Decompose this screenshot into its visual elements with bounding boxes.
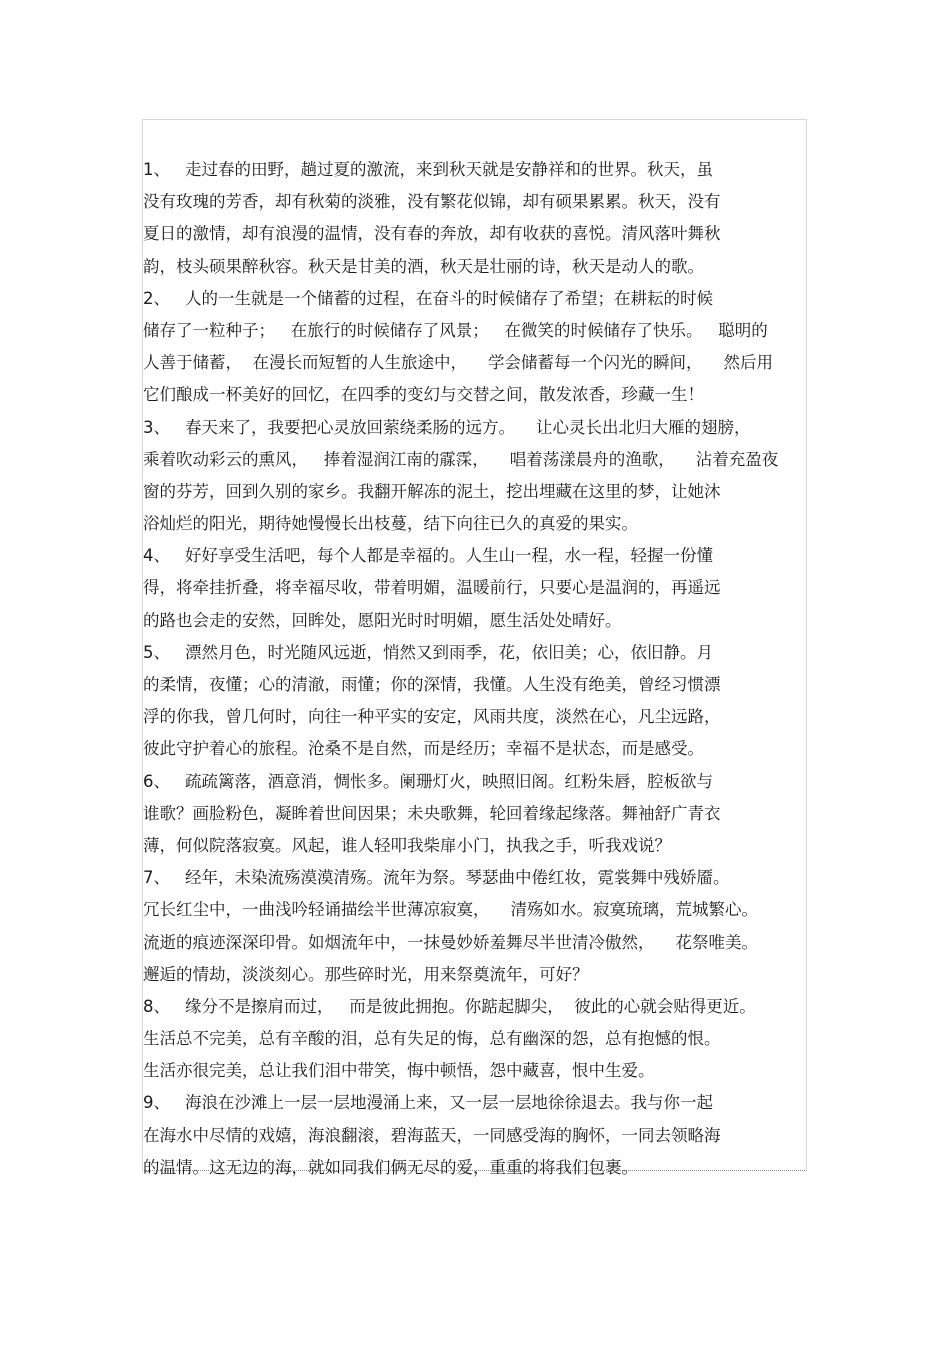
- paragraph-line: 没有玫瑰的芳香，却有秋菊的淡雅，没有繁花似锦，却有硕果累累。秋天，没有: [143, 192, 721, 212]
- paragraph-line: [143, 766, 807, 798]
- paragraph-number: 6、: [143, 771, 170, 791]
- paragraph-line: 乘着吹动彩云的熏风， 捧着湿润江南的霡霂， 唱着荡漾晨舟的渔歌， 沾着充盈夜: [143, 449, 779, 469]
- paragraph-number: 8、: [143, 996, 170, 1016]
- paragraph-number: 4、: [143, 546, 170, 566]
- paragraph-text: 海浪在沙滩上一层一层地漫涌上来，又一层一层地徐徐退去。我与你一起: [185, 1093, 713, 1113]
- paragraph-line: 韵，枝头硕果醉秋容。秋天是甘美的酒，秋天是壮丽的诗，秋天是动人的歌。: [143, 256, 704, 276]
- paragraph-line: 的温情。这无边的海，就如同我们俩无尽的爱，重重的将我们包裹。: [143, 1157, 638, 1177]
- paragraph-line: 夏日的激情，却有浪漫的温情，没有春的奔放，却有收获的喜悦。清风落叶舞秋: [143, 224, 721, 244]
- paragraph-line: 得，将牵挂折叠，将幸福尽收，带着明媚，温暖前行，只要心是温润的，再遥远: [143, 578, 721, 598]
- paragraph-line: 邂逅的情劫，淡淡刻心。那些碎时光，用来祭奠流年，可好？: [143, 964, 589, 984]
- paragraph-number: 1、: [143, 160, 170, 179]
- paragraph-line: 在海水中尽情的戏嬉，海浪翻滚，碧海蓝天，一同感受海的胸怀，一同去领略海: [143, 1125, 721, 1145]
- paragraph-line: 窗的芬芳，回到久别的家乡。我翻开解冻的泥土，挖出埋藏在这里的梦，让她沐: [143, 481, 721, 501]
- paragraph-line: [143, 862, 807, 894]
- paragraph-1: [143, 154, 807, 283]
- paragraph-line: 浴灿烂的阳光，期待她慢慢长出枝蔓，结下向往已久的真爱的果实。: [143, 514, 638, 534]
- paragraph-text: 疏疏篱落，酒意消，惆怅多。阑珊灯火，映照旧阁。红粉朱唇，腔板欲与: [185, 771, 713, 791]
- paragraph-text: 缘分不是擦肩而过， 而是彼此拥抱。你踮起脚尖， 彼此的心就会贴得更近。: [185, 996, 756, 1016]
- paragraph-line: 人善于储蓄， 在漫长而短暂的人生旅途中， 学会储蓄每一个闪光的瞬间， 然后用: [143, 353, 773, 373]
- paragraph-line: 的柔情，夜懂；心的清澈，雨懂；你的深情，我懂。人生没有绝美，曾经习惯漂: [143, 675, 721, 694]
- paragraph-text: 经年，未染流殇漠漠清殇。流年为祭。琴瑟曲中倦红妆，霓裳舞中残娇靥。: [185, 868, 730, 888]
- paragraph-number: 5、: [143, 642, 170, 662]
- paragraph-4: [143, 540, 807, 637]
- paragraph-text: 人的一生就是一个储蓄的过程，在奋斗的时候储存了希望；在耕耘的时候: [185, 288, 713, 308]
- paragraph-line: [143, 1087, 807, 1119]
- paragraph-text: 春天来了，我要把心灵放回萦绕柔肠的远方。 让心灵长出北归大雁的翅膀，: [185, 417, 751, 437]
- paragraph-line: [143, 540, 807, 572]
- paragraph-3: [143, 412, 807, 541]
- paragraph-9: [143, 1087, 807, 1184]
- paragraph-line: 储存了一粒种子； 在旅行的时候储存了风景； 在微笑的时候储存了快乐。 聪明的: [143, 320, 768, 340]
- paragraph-number: 7、: [143, 868, 170, 888]
- paragraph-line: [143, 412, 807, 444]
- paragraph-number: 9、: [143, 1093, 170, 1113]
- paragraph-line: 彼此守护着心的旅程。沧桑不是自然，而是经历；幸福不是状态，而是感受。: [143, 739, 704, 759]
- paragraph-number: 2、: [143, 288, 170, 308]
- paragraph-text: 好好享受生活吧，每个人都是幸福的。人生山一程，水一程，轻握一份懂: [185, 546, 713, 566]
- paragraph-line: [143, 154, 807, 186]
- paragraph-6: [143, 766, 807, 863]
- paragraph-text: 走过春的田野，趟过夏的激流，来到秋天就是安静祥和的世界。秋天，虽: [185, 160, 713, 179]
- paragraph-line: [143, 991, 807, 1023]
- paragraph-line: [143, 637, 807, 669]
- document-body: [143, 154, 807, 1184]
- paragraph-line: 它们酿成一杯美好的回忆，在四季的变幻与交替之间，散发浓香，珍藏一生！: [143, 385, 704, 405]
- paragraph-line: 谁歌？画脸粉色，凝眸着世间因果；未央歌舞，轮回着缘起缘落。舞袖舒广青衣: [143, 803, 721, 823]
- paragraph-line: 浮的你我，曾几何时，向往一种平实的安定，风雨共度，淡然在心，凡尘远路，: [143, 707, 721, 727]
- paragraph-line: 生活亦很完美，总让我们泪中带笑，悔中顿悟，怨中藏喜，恨中生爱。: [143, 1061, 655, 1081]
- paragraph-number: 3、: [143, 417, 170, 437]
- paragraph-text: 漂然月色，时光随风远逝，悄然又到雨季，花，依旧美；心，依旧静。月: [185, 642, 713, 662]
- paragraph-5: [143, 637, 807, 766]
- paragraph-7: [143, 862, 807, 991]
- paragraph-line: 生活总不完美，总有辛酸的泪，总有失足的悔，总有幽深的怨，总有抱憾的恨。: [143, 1029, 721, 1049]
- paragraph-2: [143, 283, 807, 412]
- paragraph-line: 冗长红尘中，一曲浅吟轻诵描绘半世薄凉寂寞， 清殇如水。寂寞琉璃，荒城繁心。: [143, 900, 758, 920]
- paragraph-line: 流逝的痕迹深深印骨。如烟流年中，一抹曼妙娇羞舞尽半世清冷傲然， 花祭唯美。: [143, 932, 758, 952]
- paragraph-8: [143, 991, 807, 1088]
- paragraph-line: [143, 283, 807, 315]
- paragraph-line: 薄，何似院落寂寞。风起，谁人轻叩我柴扉小门，执我之手，听我戏说？: [143, 835, 671, 855]
- paragraph-line: 的路也会走的安然，回眸处，愿阳光时时明媚，愿生活处处晴好。: [143, 610, 622, 630]
